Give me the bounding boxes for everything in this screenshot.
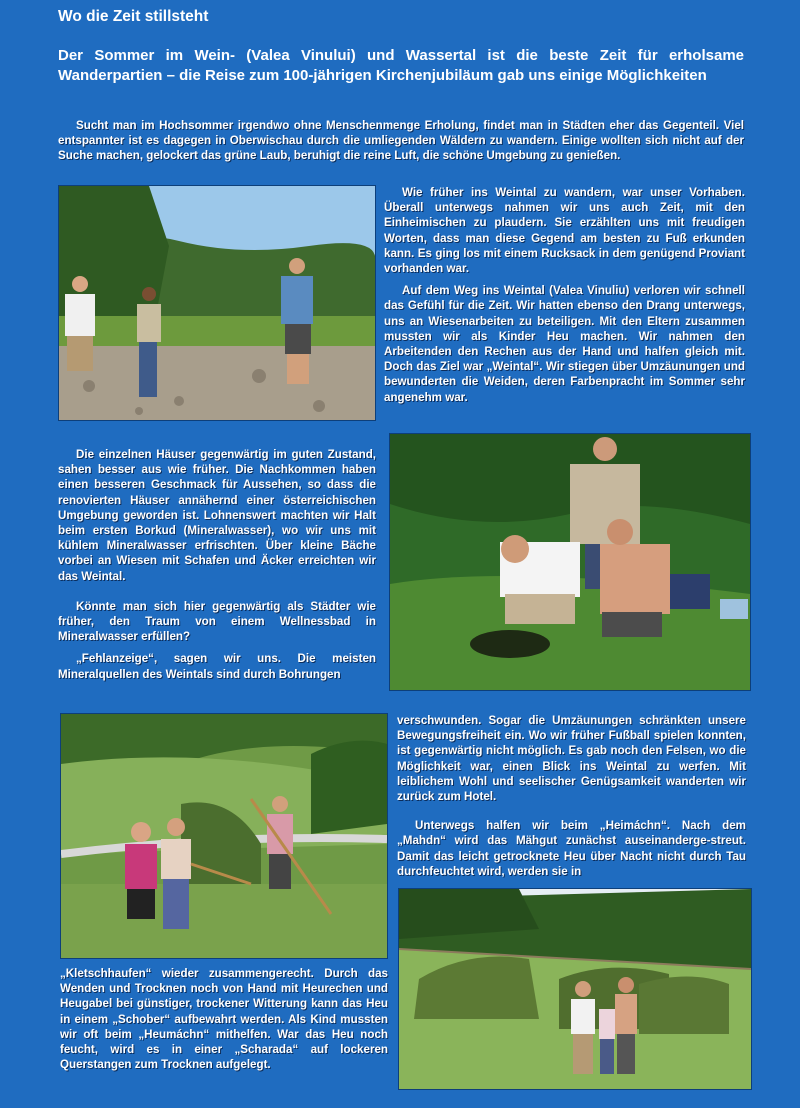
paragraph-2: Wie früher ins Weintal zu wandern, war unser Vorhaben. Überall unterwegs nahmen wir uns auch Zeit, mit den Einheimischen zu plaudern. Sie erzählten uns mit freudigen Worten, dass man diese Gegend am besten zu Fuß erkunden kann. Es ging los mit einem Rucksack in dem genügend Proviant vorhanden war. (384, 186, 745, 276)
photo-mineral-spring (389, 433, 751, 691)
article-subtitle: Der Sommer im Wein- (Valea Vinului) und Wassertal ist die beste Zeit für erholsame Wanderpartien – die Reise zum 100-jährigen Kirchenjubiläum gab uns einige Möglichkeiten (58, 47, 744, 84)
paragraph-8: „Kletschhaufen“ wieder zusammengerecht. Durch das Wenden und Trocknen noch von Hand mit Heurechen und Heugabel bei günstiger, trockener Witterung kann das Heu in einem „Schober“ aufbewahrt werden. Als Kind mussten wir oft beim „Heumáchn“ mithelfen. War das Heu noch feucht, wird es in einer „Scharada“ auf lockeren Querstangen zum Trocknen aufgelegt. (60, 967, 388, 1072)
intro-paragraph: Sucht man im Hochsommer irgendwo ohne Menschenmenge Erholung, findet man in Städten eher das Gegenteil. Viel entspannter ist es dagegen in Oberwischau durch die umliegenden Wäldern zu wandern. Einige wollten sich nicht auf der Suche machen, gelockert das grüne Laub, beruhigt die reine Luft, die schöne Umgebung zu genießen. (58, 119, 744, 163)
paragraph-7: Unterwegs halfen wir beim „Heimáchn“. Nach dem „Mahdn“ wird das Mähgut zunächst auseinanderge-streut. Damit das leicht getrocknete Heu über Nacht nicht durch Tau durchfeuchtet wird, werden sie in (397, 819, 746, 878)
photo-haystacks (398, 888, 752, 1090)
photo-hay-raking (60, 713, 388, 959)
photo-hikers-gravel-path (58, 185, 376, 421)
paragraph-6a: „Fehlanzeige“, sagen wir uns. Die meisten Mineralquellen des Weintals sind durch Bohrungen (58, 652, 376, 681)
paragraph-5: Könnte man sich hier gegenwärtig als Städter wie früher, den Traum von einem Wellnessbad in Mineralwasser erfüllen? (58, 599, 376, 644)
paragraph-6b: verschwunden. Sogar die Umzäunungen schränkten unsere Bewegungsfreiheit ein. Wo wir früher Fußball spielen konnten, ist gegenwärtig nicht möglich. Es gab noch den Felsen, wo die Möglichkeit war, einen Blick ins Weintal zu werfen. Mit leiblichem Wohl und seelischer Genügsamkeit wanderten wir zurück zum Hotel. (397, 714, 746, 804)
paragraph-3: Auf dem Weg ins Weintal (Valea Vinuliu) verloren wir schnell das Gefühl für die Zeit. Wir hatten ebenso den Drang unterwegs, uns an Wiesenarbeiten zu beteiligen. Mit den Eltern zusammen mussten wir als Kinder Heu machen. Wir nahmen den Arbeitenden den Rechen aus der Hand und halfen gleich mit. Doch das Ziel war „Weintal“. Wir stiegen über Umzäunungen und bewunderten die Weiden, deren Farbenpracht im Sommer sehr angenehm war. (384, 284, 745, 404)
page-title: Wo die Zeit stillsteht (58, 8, 209, 25)
paragraph-4: Die einzelnen Häuser gegenwärtig im guten Zustand, sahen besser aus wie früher. Die Nachkommen haben einen besseren Geschmack für Aussehen, so dass die renovierten Häuser annähernd einer österreichischen Umgebung geworden ist. Lohnenswert machten wir Halt beim ersten Borkud (Mineralwasser), wo wir uns mit kühlem Mineralwasser erfrischten. Über kleine Bäche vorbei an Wiesen mit Schafen und Äcker erreichten wir das Weintal. (58, 448, 376, 583)
